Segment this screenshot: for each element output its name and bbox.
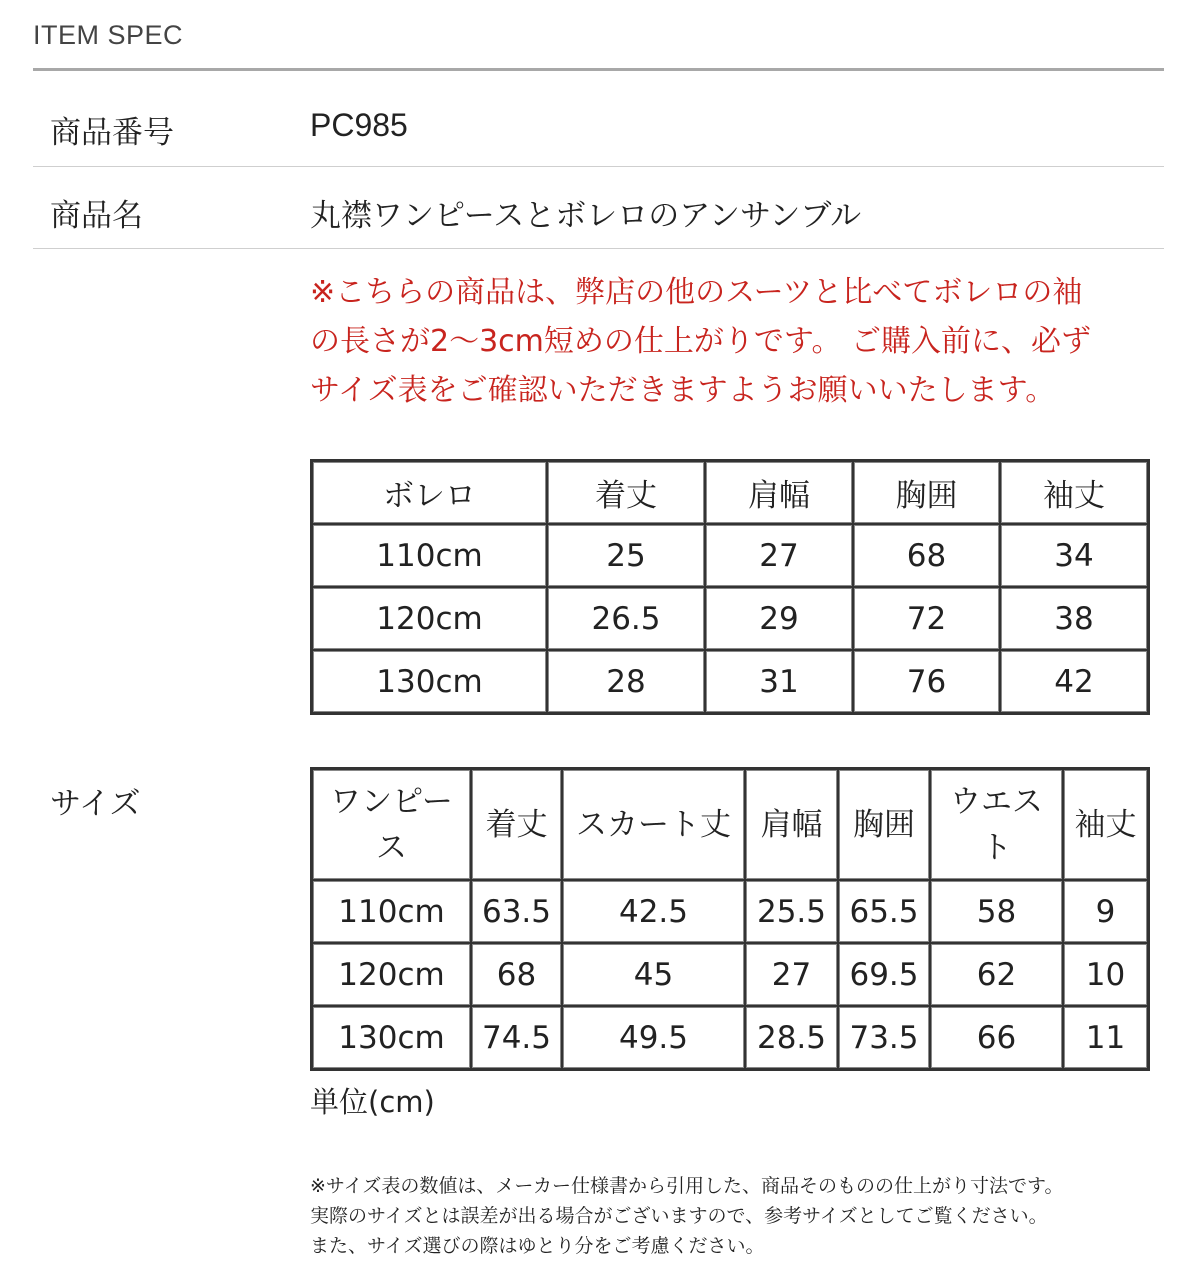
table-cell: 110cm: [312, 524, 547, 587]
table-cell: 73.5: [838, 1006, 930, 1069]
table-cell: 27: [705, 524, 853, 587]
onepiece-header-cell: ワンピース: [312, 769, 471, 880]
table-cell: 62: [930, 943, 1063, 1006]
table-cell: 66: [930, 1006, 1063, 1069]
table-cell: 11: [1063, 1006, 1148, 1069]
onepiece-size-table: [310, 767, 1150, 1071]
table-cell: 28: [547, 650, 705, 713]
table-cell: 130cm: [312, 650, 547, 713]
table-cell: 120cm: [312, 587, 547, 650]
table-cell: 49.5: [562, 1006, 745, 1069]
size-notice: [310, 268, 1170, 415]
table-cell: 68: [853, 524, 1000, 587]
table-cell: 31: [705, 650, 853, 713]
bolero-header-row: [312, 461, 1148, 524]
table-cell: 63.5: [471, 880, 562, 943]
table-cell: 130cm: [312, 1006, 471, 1069]
table-cell: 42: [1000, 650, 1148, 713]
onepiece-header-cell: 肩幅: [745, 769, 838, 880]
table-cell: 34: [1000, 524, 1148, 587]
item-name-label: 商品名: [50, 198, 143, 234]
table-row: [312, 880, 1148, 943]
table-cell: 26.5: [547, 587, 705, 650]
bolero-header-cell: 着丈: [547, 461, 705, 524]
item-number-label: 商品番号: [50, 115, 174, 151]
table-cell: 25: [547, 524, 705, 587]
bolero-header-cell: 胸囲: [853, 461, 1000, 524]
footnote-line-1: ※サイズ表の数値は、メーカー仕様書から引用した、商品そのものの仕上がり寸法です。: [310, 1175, 1064, 1197]
table-cell: 110cm: [312, 880, 471, 943]
spec-row-item-name: [33, 166, 1164, 249]
table-cell: 69.5: [838, 943, 930, 1006]
table-row: [312, 1006, 1148, 1069]
onepiece-header-cell: 袖丈: [1063, 769, 1148, 880]
section-title: ITEM SPEC: [33, 20, 184, 50]
table-cell: 74.5: [471, 1006, 562, 1069]
item-name-value: 丸襟ワンピースとボレロのアンサンブル: [310, 198, 862, 234]
table-cell: 45: [562, 943, 745, 1006]
table-cell: 120cm: [312, 943, 471, 1006]
size-label: サイズ: [50, 786, 141, 822]
onepiece-header-cell: スカート丈: [562, 769, 745, 880]
table-cell: 68: [471, 943, 562, 1006]
table-cell: 9: [1063, 880, 1148, 943]
table-cell: 28.5: [745, 1006, 838, 1069]
table-cell: 58: [930, 880, 1063, 943]
table-cell: 10: [1063, 943, 1148, 1006]
table-cell: 38: [1000, 587, 1148, 650]
size-notice-line-1: ※こちらの商品は、弊店の他のスーツと比べてボレロの袖: [310, 275, 1083, 310]
size-notice-line-3: サイズ表をご確認いただきますようお願いいたします。: [310, 373, 1056, 408]
table-cell: 29: [705, 587, 853, 650]
onepiece-header-cell: 胸囲: [838, 769, 930, 880]
item-number-value: PC985: [310, 107, 408, 143]
footnote-line-2: 実際のサイズとは誤差が出る場合がございますので、参考サイズとしてご覧ください。: [310, 1205, 1048, 1227]
table-cell: 25.5: [745, 880, 838, 943]
onepiece-header-row: [312, 769, 1148, 880]
table-cell: 65.5: [838, 880, 930, 943]
bolero-size-table: [310, 459, 1150, 715]
onepiece-header-cell: 着丈: [471, 769, 562, 880]
table-cell: 42.5: [562, 880, 745, 943]
table-cell: 72: [853, 587, 1000, 650]
footnote-line-3: また、サイズ選びの際はゆとり分をご考慮ください。: [310, 1235, 765, 1257]
bolero-header-cell: 肩幅: [705, 461, 853, 524]
table-cell: 27: [745, 943, 838, 1006]
table-row: [312, 650, 1148, 713]
size-footnote: [310, 1171, 1064, 1261]
spec-row-item-number: [33, 71, 1164, 167]
table-cell: 76: [853, 650, 1000, 713]
table-row: [312, 587, 1148, 650]
bolero-header-cell: 袖丈: [1000, 461, 1148, 524]
table-row: [312, 943, 1148, 1006]
bolero-header-cell: ボレロ: [312, 461, 547, 524]
size-notice-line-2: の長さが2〜3cm短めの仕上がりです。 ご購入前に、必ず: [310, 324, 1092, 359]
onepiece-header-cell: ウエスト: [930, 769, 1063, 880]
table-row: [312, 524, 1148, 587]
unit-note: 単位(cm): [310, 1085, 435, 1119]
